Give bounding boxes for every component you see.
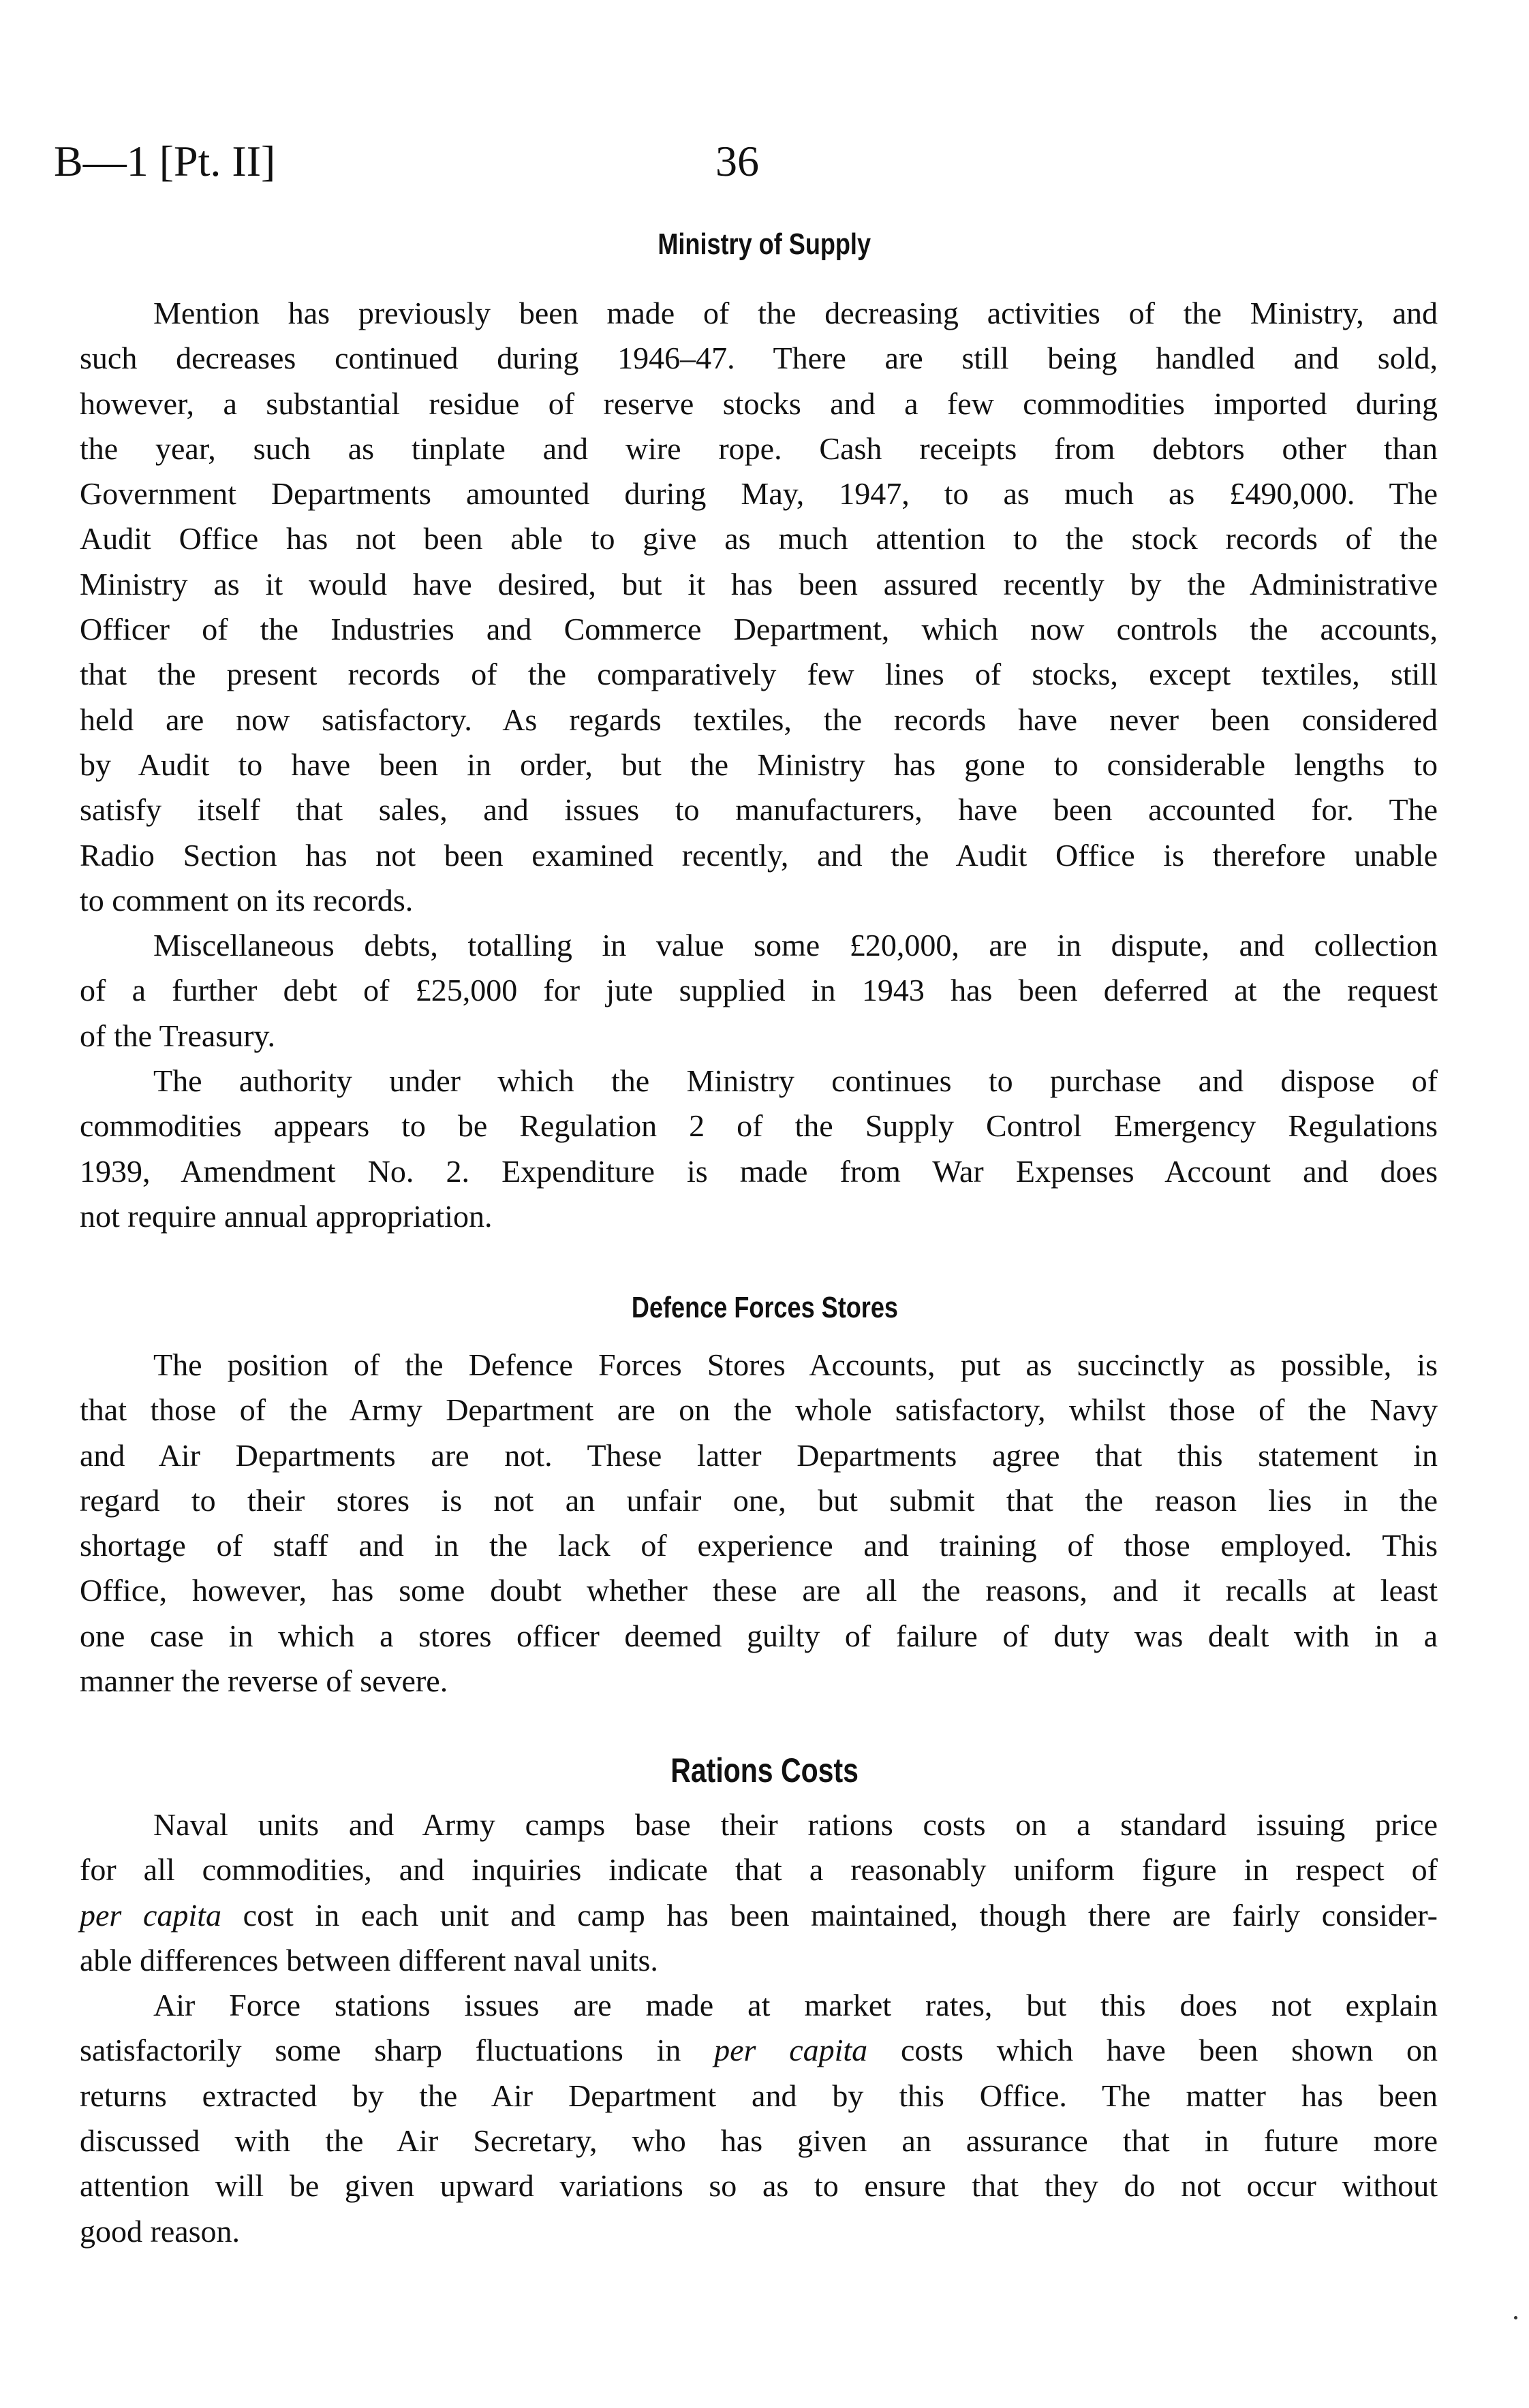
paragraph bbox=[80, 923, 1438, 1059]
text-line bbox=[80, 1614, 1438, 1659]
text-segment: of a further debt of £25,000 for jute supplied in 1943 has been deferred at the request bbox=[80, 973, 1438, 1008]
text-segment: not require annual appropriation. bbox=[80, 1198, 493, 1234]
text-segment: good reason. bbox=[80, 2213, 241, 2249]
text-segment: discussed with the Air Secretary, who has given an assurance that in future more bbox=[80, 2123, 1438, 2159]
text-segment: held are now satisfactory. As regards textiles, the records have never been considered bbox=[80, 702, 1438, 737]
text-line bbox=[80, 291, 1438, 336]
section-ministry-of-supply bbox=[80, 291, 1438, 1239]
text-line bbox=[80, 1388, 1438, 1433]
text-line bbox=[80, 698, 1438, 742]
heading-text: Ministry of Supply bbox=[658, 228, 871, 261]
paragraph bbox=[80, 1802, 1438, 1983]
text-line bbox=[80, 562, 1438, 607]
text-segment: of the Treasury. bbox=[80, 1018, 276, 1053]
section-rations-costs bbox=[80, 1802, 1438, 2254]
text-segment: Mention has previously been made of the decreasing activities of the Ministry, and bbox=[153, 296, 1438, 330]
text-segment: that those of the Army Department are on the whole satisfactory, whilst those of the Navy bbox=[80, 1392, 1438, 1428]
text-line bbox=[80, 1847, 1438, 1892]
text-segment: Ministry as it would have desired, but it has been assured recently by the Administrative bbox=[80, 566, 1438, 601]
text-line bbox=[80, 1433, 1438, 1478]
text-segment: Naval units and Army camps base their rations costs on a standard issuing price bbox=[153, 1807, 1438, 1842]
section-defence-forces-stores bbox=[80, 1343, 1438, 1704]
text-line bbox=[80, 2118, 1438, 2163]
text-segment: regard to their stores is not an unfair one, but submit that the reason lies in the bbox=[80, 1482, 1438, 1518]
text-line bbox=[80, 2074, 1438, 2118]
text-segment: that the present records of the comparatively few lines of stocks, except textiles, still bbox=[80, 657, 1438, 692]
text-segment: to comment on its records. bbox=[80, 882, 414, 918]
text-line bbox=[80, 381, 1438, 426]
document-reference: B—1 [Pt. II] bbox=[54, 137, 276, 185]
text-segment: able differences between different naval units. bbox=[80, 1942, 658, 1977]
text-line bbox=[80, 787, 1438, 832]
text-line bbox=[80, 968, 1438, 1013]
text-line bbox=[80, 1523, 1438, 1568]
text-segment: The position of the Defence Forces Stores Accounts, put as succinctly as possible, is bbox=[153, 1347, 1438, 1382]
text-segment: satisfy itself that sales, and issues to manufacturers, have been accounted for. The bbox=[80, 792, 1438, 828]
text-segment: 1939, Amendment No. 2. Expenditure is made from War Expenses Account and does bbox=[80, 1153, 1438, 1189]
text-segment: The authority under which the Ministry continues to purchase and dispose of bbox=[153, 1063, 1438, 1099]
paragraph bbox=[80, 1983, 1438, 2254]
text-line bbox=[80, 742, 1438, 787]
text-line bbox=[80, 2209, 1438, 2254]
text-line bbox=[80, 1983, 1438, 2028]
heading-text: Rations Costs bbox=[670, 1751, 859, 1789]
text-line bbox=[80, 1059, 1438, 1104]
text-line bbox=[80, 336, 1438, 381]
text-line bbox=[80, 2163, 1438, 2208]
text-segment: such decreases continued during 1946–47. There are still being handled and sold, bbox=[80, 341, 1438, 376]
scan-speck bbox=[1514, 2316, 1517, 2319]
text-segment: attention will be given upward variations so as to ensure that they do not occur without bbox=[80, 2168, 1438, 2204]
text-segment: Radio Section has not been examined recently, and the Audit Office is therefore unable bbox=[80, 837, 1438, 873]
text-line bbox=[80, 833, 1438, 878]
text-segment: and Air Departments are not. These latter Departments agree that this statement in bbox=[80, 1437, 1438, 1473]
text-segment: costs which have been shown on bbox=[867, 2033, 1438, 2068]
text-line bbox=[80, 1014, 1438, 1059]
text-line bbox=[80, 516, 1438, 561]
text-line bbox=[80, 426, 1438, 471]
text-line bbox=[80, 1659, 1438, 1704]
paragraph bbox=[80, 1059, 1438, 1239]
heading-defence-forces-stores bbox=[0, 1291, 1529, 1325]
text-segment: however, a substantial residue of reserve stocks and a few commodities imported during bbox=[80, 386, 1438, 421]
text-segment: commodities appears to be Regulation 2 of the Supply Control Emergency Regulations bbox=[80, 1108, 1438, 1144]
text-segment: Government Departments amounted during May, 1947, to as much as £490,000. The bbox=[80, 476, 1438, 512]
italic-text: per capita bbox=[80, 1897, 221, 1933]
text-line bbox=[80, 1194, 1438, 1239]
text-segment: satisfactorily some sharp fluctuations in bbox=[80, 2033, 715, 2068]
text-line bbox=[80, 1568, 1438, 1613]
text-line bbox=[80, 2028, 1438, 2073]
paragraph bbox=[80, 1343, 1438, 1704]
text-line bbox=[80, 1478, 1438, 1523]
text-segment: Miscellaneous debts, totalling in value some £20,000, are in dispute, and collection bbox=[153, 928, 1438, 963]
text-segment: manner the reverse of severe. bbox=[80, 1663, 448, 1699]
text-segment: Office, however, has some doubt whether these are all the reasons, and it recalls at least bbox=[80, 1573, 1438, 1608]
text-segment: for all commodities, and inquiries indicate that a reasonably uniform figure in respect of bbox=[80, 1852, 1438, 1888]
text-line bbox=[80, 1802, 1438, 1847]
heading-rations-costs bbox=[0, 1751, 1529, 1790]
italic-text: per capita bbox=[714, 2033, 868, 2068]
text-line bbox=[80, 607, 1438, 652]
text-line bbox=[80, 1104, 1438, 1148]
text-segment: Air Force stations issues are made at market rates, but this does not explain bbox=[153, 1988, 1438, 2023]
heading-ministry-of-supply bbox=[0, 228, 1529, 262]
text-segment: Audit Office has not been able to give as much attention to the stock records of the bbox=[80, 521, 1438, 557]
text-line bbox=[80, 1893, 1438, 1938]
text-segment: the year, such as tinplate and wire rope. Cash receipts from debtors other than bbox=[80, 431, 1438, 466]
text-line bbox=[80, 878, 1438, 923]
page-number: 36 bbox=[715, 137, 759, 185]
paragraph bbox=[80, 291, 1438, 923]
text-line bbox=[80, 1938, 1438, 1983]
text-segment: shortage of staff and in the lack of experience and training of those employed. This bbox=[80, 1528, 1438, 1563]
text-segment: by Audit to have been in order, but the Ministry has gone to considerable lengths to bbox=[80, 747, 1438, 782]
text-line bbox=[80, 923, 1438, 968]
text-segment: cost in each unit and camp has been maintained, though there are fairly consider- bbox=[221, 1897, 1438, 1933]
heading-text: Defence Forces Stores bbox=[631, 1291, 898, 1324]
text-segment: Officer of the Industries and Commerce Department, which now controls the accounts, bbox=[80, 612, 1438, 647]
text-line bbox=[80, 652, 1438, 697]
text-segment: returns extracted by the Air Department and by this Office. The matter has been bbox=[80, 2078, 1438, 2113]
text-line bbox=[80, 1343, 1438, 1388]
text-segment: one case in which a stores officer deemed guilty of failure of duty was dealt with in a bbox=[80, 1618, 1438, 1653]
text-line bbox=[80, 471, 1438, 516]
text-line bbox=[80, 1149, 1438, 1194]
